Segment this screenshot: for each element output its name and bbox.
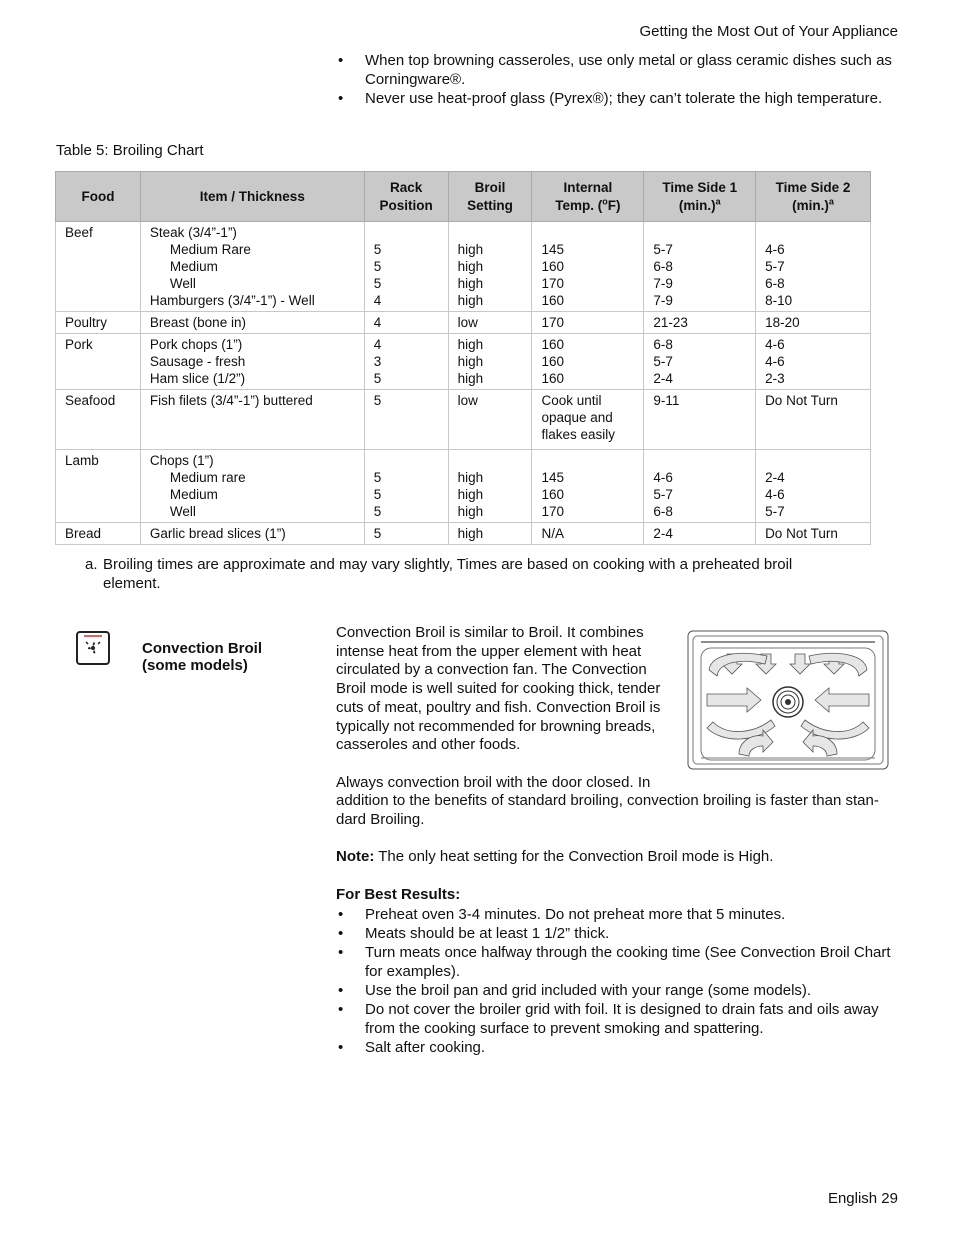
cell-line (653, 452, 746, 469)
cell-line (374, 426, 439, 443)
cell-line: 4-6 (653, 470, 673, 485)
table-row (56, 222, 871, 312)
cell-line: 5-7 (653, 242, 673, 257)
cell-line: high (457, 371, 484, 386)
cell-line: 7-9 (653, 276, 673, 291)
cell-temp (532, 390, 644, 450)
cell-line: high (457, 276, 484, 291)
footnote-label: a. (85, 556, 98, 573)
cell-side2 (756, 390, 871, 450)
cell-line: 170 (541, 276, 564, 291)
results-heading: For Best Results: (336, 886, 461, 903)
cell-item (140, 523, 364, 545)
cell-line (150, 409, 355, 426)
cell-line: 5-7 (653, 354, 673, 369)
section-title: Convection Broil (some models) (142, 640, 263, 674)
cell-item (140, 390, 364, 450)
cell-line: 6-8 (653, 259, 673, 274)
cell-line: 2-4 (765, 470, 785, 485)
cell-line: 160 (541, 487, 564, 502)
cell-line: Do Not Turn (765, 526, 838, 541)
footnote-text: Broiling times are approximate and may vary slightly, Times are based on cooking with a preheated broil element. (103, 556, 793, 592)
cell-line: 6-8 (765, 276, 785, 291)
cell-line: 3 (373, 354, 382, 369)
cell-line: 4 (373, 315, 382, 330)
header-item: Item / Thickness (140, 172, 364, 222)
result-item: • Preheat oven 3-4 minutes. Do not preheat more that 5 minutes. (336, 905, 906, 924)
cell-temp (532, 334, 644, 390)
cell-line: 4 (373, 293, 382, 308)
cell-line (374, 452, 439, 469)
cell-line: 5-7 (653, 487, 673, 502)
cell-line (541, 224, 634, 241)
cell-broil (448, 312, 532, 334)
cell-line (653, 409, 746, 426)
cell-line: Cook until (541, 393, 602, 408)
cell-line: Well (169, 504, 196, 519)
cell-line: 2-4 (653, 371, 673, 386)
cell-side2 (756, 523, 871, 545)
result-item: • Do not cover the broiler grid with foil. It is designed to drain fats and oils away from the cooking surface to prevent smoking and spattering. (336, 1000, 906, 1038)
table-row (56, 523, 871, 545)
header-rack: Rack Position (364, 172, 448, 222)
cell-food: Seafood (56, 390, 141, 450)
cell-line (765, 224, 861, 241)
top-bullet-list (336, 51, 906, 108)
cell-broil (448, 222, 532, 312)
cell-line: 21-23 (653, 315, 688, 330)
cell-food: Bread (56, 523, 141, 545)
running-header: Getting the Most Out of Your Appliance (639, 23, 898, 40)
cell-line (541, 452, 634, 469)
table-row (56, 334, 871, 390)
cell-line: 5-7 (765, 504, 785, 519)
cell-side1 (644, 390, 756, 450)
cell-food: Lamb (56, 450, 141, 523)
door-paragraph-start: Always convection broil with the door closed. In (336, 774, 651, 791)
cell-line: high (457, 487, 484, 502)
cell-line: 5 (373, 487, 382, 502)
header-side2: Time Side 2 $(\min.)^a$ (756, 172, 871, 222)
cell-line: 4-6 (765, 487, 785, 502)
result-item: • Meats should be at least 1 1/2” thick. (336, 924, 906, 943)
cell-rack (364, 312, 448, 334)
cell-line: Sausage - fresh (149, 354, 246, 369)
note-label: Note: (336, 848, 375, 865)
cell-line (765, 426, 861, 443)
cell-line: 145 (541, 470, 564, 485)
cell-line (653, 224, 746, 241)
cell-line: 5 (373, 526, 382, 541)
cell-line: Breast (bone in) (149, 315, 246, 330)
cell-line: 7-9 (653, 293, 673, 308)
header-broil: Broil Setting (448, 172, 532, 222)
cell-side1 (644, 222, 756, 312)
cell-side1 (644, 312, 756, 334)
cell-line: Medium Rare (169, 242, 251, 257)
cell-line: 160 (541, 337, 564, 352)
cell-rack (364, 523, 448, 545)
cell-line: high (457, 504, 484, 519)
cell-line: Chops (1”) (149, 453, 214, 468)
cell-food: Pork (56, 334, 141, 390)
cell-line: 2-3 (765, 371, 785, 386)
cell-line (374, 224, 439, 241)
best-results-list (336, 905, 906, 1057)
door-paragraph-rest: addition to the benefits of standard broiling, convection broiling is faster than stan-dard Broiling. (336, 792, 879, 828)
cell-line: 160 (541, 354, 564, 369)
table-header-row (56, 172, 871, 222)
cell-temp (532, 312, 644, 334)
cell-line: 145 (541, 242, 564, 257)
cell-line: 9-11 (653, 393, 680, 408)
convection-broil-icon (76, 631, 110, 665)
cell-line: Hamburgers (3/4”-1”) - Well (149, 293, 315, 308)
cell-line: 4-6 (765, 337, 785, 352)
result-item: • Salt after cooking. (336, 1038, 906, 1057)
cell-broil (448, 523, 532, 545)
cell-side1 (644, 523, 756, 545)
cell-rack (364, 390, 448, 450)
cell-line: 5-7 (765, 259, 785, 274)
cell-line: 18-20 (765, 315, 800, 330)
cell-line: 170 (541, 504, 564, 519)
cell-rack (364, 450, 448, 523)
cell-line: opaque and (541, 410, 613, 425)
cell-broil (448, 334, 532, 390)
cell-line: Pork chops (1”) (149, 337, 243, 352)
cell-line: 5 (373, 371, 382, 386)
cell-line: 160 (541, 371, 564, 386)
cell-line: high (457, 337, 484, 352)
cell-side2 (756, 222, 871, 312)
cell-line: 2-4 (653, 526, 673, 541)
cell-line (458, 224, 523, 241)
cell-line: 5 (373, 242, 382, 257)
cell-line: 8-10 (765, 293, 793, 308)
cell-line: 4-6 (765, 242, 785, 257)
cell-side1 (644, 450, 756, 523)
cell-line: 170 (541, 315, 564, 330)
cell-side2 (756, 312, 871, 334)
bullet-item: • Never use heat-proof glass (Pyrex®); they can’t tolerate the high temperature. (336, 89, 906, 108)
cell-line: high (457, 470, 484, 485)
cell-side1 (644, 334, 756, 390)
cell-line: high (457, 293, 484, 308)
cell-line: Garlic bread slices (1”) (149, 526, 286, 541)
cell-item (140, 312, 364, 334)
result-item: • Turn meats once halfway through the cooking time (See Convection Broil Chart for examples). (336, 943, 906, 981)
cell-line: low (457, 315, 478, 330)
cell-line: 160 (541, 259, 564, 274)
cell-line: 4 (373, 337, 382, 352)
cell-food: Beef (56, 222, 141, 312)
cell-line: Ham slice (1/2”) (149, 371, 246, 386)
table-row (56, 450, 871, 523)
cell-line: low (457, 393, 478, 408)
cell-item (140, 450, 364, 523)
cell-line (458, 452, 523, 469)
cell-line: Medium (169, 487, 218, 502)
cell-line: 5 (373, 470, 382, 485)
cell-line (765, 452, 861, 469)
oven-airflow-diagram (687, 630, 889, 770)
cell-rack (364, 334, 448, 390)
cell-side2 (756, 450, 871, 523)
cell-line: Fish filets (3/4”-1”) buttered (149, 393, 313, 408)
cell-temp (532, 450, 644, 523)
header-side1: Time Side 1 $(\min.)^a$ (644, 172, 756, 222)
cell-broil (448, 390, 532, 450)
cell-food: Poultry (56, 312, 141, 334)
cell-line: N/A (541, 526, 564, 541)
cell-line: Steak (3/4”-1”) (149, 225, 237, 240)
note-paragraph (336, 848, 906, 867)
cell-line: 5 (373, 504, 382, 519)
cell-temp (532, 222, 644, 312)
cell-line: Medium (169, 259, 218, 274)
note-text: The only heat setting for the Convection Broil mode is High. (374, 848, 774, 865)
cell-line (765, 409, 861, 426)
cell-item (140, 334, 364, 390)
cell-line: flakes easily (541, 427, 616, 442)
cell-line: Medium rare (169, 470, 246, 485)
result-item: • Use the broil pan and grid included with your range (some models). (336, 981, 906, 1000)
header-temp: Internal Temp. ($^o$F) (532, 172, 644, 222)
cell-line: 5 (373, 393, 382, 408)
cell-line: 160 (541, 293, 564, 308)
cell-line: 5 (373, 259, 382, 274)
cell-line: 5 (373, 276, 382, 291)
cell-side2 (756, 334, 871, 390)
page-footer: English 29 (827, 1190, 898, 1207)
header-food: Food (56, 172, 141, 222)
table-caption: Table 5: Broiling Chart (56, 142, 204, 159)
cell-temp (532, 523, 644, 545)
cell-line (458, 409, 523, 426)
cell-line: Do Not Turn (765, 393, 838, 408)
broiling-chart-table (55, 171, 871, 545)
intro-paragraph: Convection Broil is similar to Broil. It combines intense heat from the upper element with heat circulated by a convection fan. The Convection Broil mode is well suited for cooking thick, tender cuts of meat, poultry and fish. Convection Broil is typically not recommended for browning breads, casseroles and other foods. (336, 624, 661, 754)
table-footnote (85, 555, 845, 593)
cell-item (140, 222, 364, 312)
cell-line: high (457, 242, 484, 257)
bullet-item: • When top browning casseroles, use only metal or glass ceramic dishes such as Corningware®. (336, 51, 906, 89)
cell-line: high (457, 526, 484, 541)
cell-line: high (457, 354, 484, 369)
cell-line (653, 426, 746, 443)
table-row (56, 312, 871, 334)
cell-line: high (457, 259, 484, 274)
cell-line (458, 426, 523, 443)
cell-line (150, 426, 355, 443)
cell-broil (448, 450, 532, 523)
cell-line: Well (169, 276, 196, 291)
cell-line: 6-8 (653, 504, 673, 519)
cell-line: 6-8 (653, 337, 673, 352)
cell-line (374, 409, 439, 426)
table-row (56, 390, 871, 450)
cell-line: 4-6 (765, 354, 785, 369)
cell-rack (364, 222, 448, 312)
